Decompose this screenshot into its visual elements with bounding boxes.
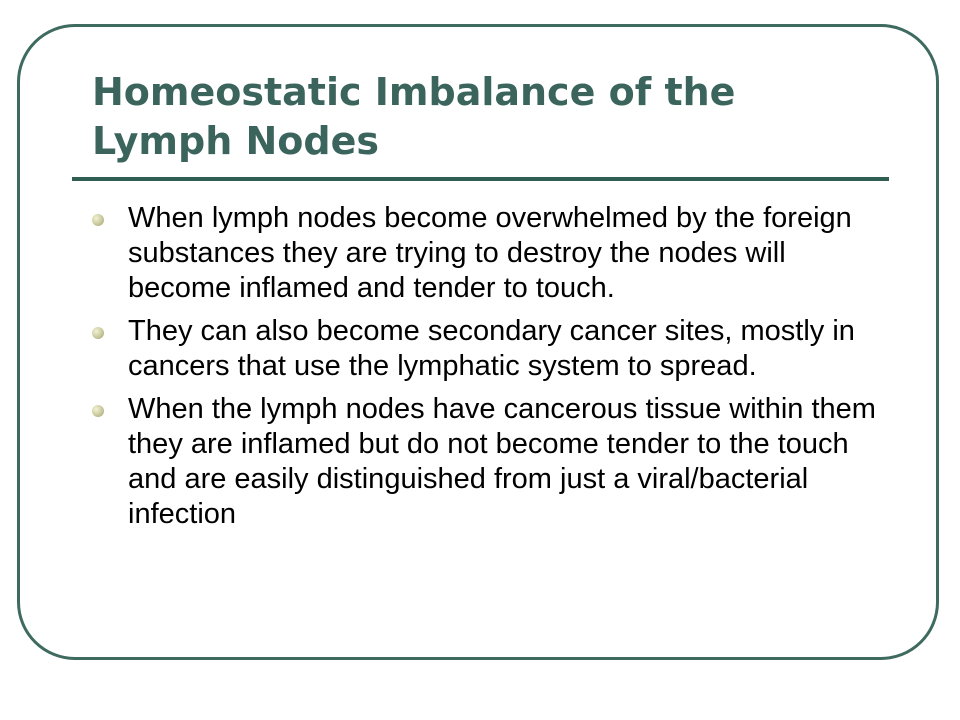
bullet-dot-icon bbox=[92, 214, 104, 226]
bullet-item bbox=[92, 201, 882, 306]
bullet-item bbox=[92, 392, 882, 532]
bullet-dot-icon bbox=[92, 327, 104, 339]
bullet-text: They can also become secondary cancer sites, mostly in cancers that use the lymphatic system to spread. bbox=[128, 315, 855, 382]
bullet-dot-icon bbox=[92, 405, 104, 417]
slide-title: Homeostatic Imbalance of the Lymph Nodes bbox=[92, 70, 736, 163]
bullet-list bbox=[92, 201, 882, 540]
bullet-text: When the lymph nodes have cancerous tissue within them they are inflamed but do not become tender to the touch and are easily distinguished from just a viral/bacterial infection bbox=[128, 393, 876, 530]
title-divider bbox=[72, 177, 889, 181]
bullet-text: When lymph nodes become overwhelmed by the foreign substances they are trying to destroy the nodes will become inflamed and tender to touch. bbox=[128, 202, 852, 304]
bullet-item bbox=[92, 314, 882, 384]
